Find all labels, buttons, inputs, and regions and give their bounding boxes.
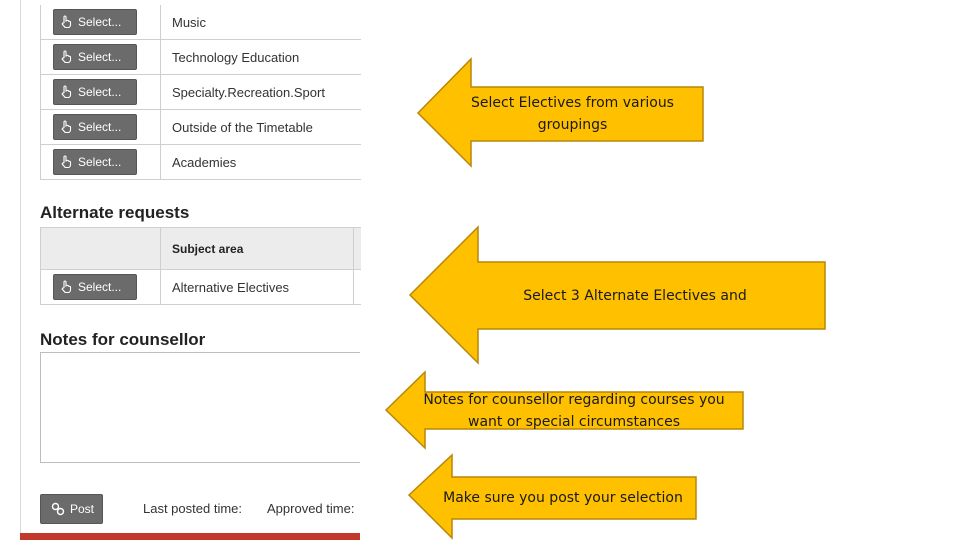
callout-text-2: Select 3 Alternate Electives and <box>523 288 747 304</box>
select-button-label: Select... <box>78 155 122 169</box>
subject-label: Specialty.Recreation.Sport <box>172 84 325 100</box>
subject-label: Music <box>172 14 206 30</box>
select-button-label: Select... <box>78 85 122 99</box>
callout-text-3: Notes for counsellor regarding courses you want or special circumstances <box>423 392 725 430</box>
alternate-requests-title: Alternate requests <box>40 203 190 222</box>
select-button-label: Select... <box>78 50 122 64</box>
select-button-label: Select... <box>78 280 122 294</box>
approved-label: Approved time: <box>267 501 355 516</box>
callout-text-1: Select Electives from various groupings <box>471 95 674 133</box>
notes-title: Notes for counsellor <box>40 330 206 349</box>
callout-text-4: Make sure you post your selection <box>443 490 683 506</box>
last-posted-label: Last posted time: <box>143 501 242 516</box>
subject-label: Academies <box>172 154 237 170</box>
select-button-label: Select... <box>78 15 122 29</box>
header-subject-area: Subject area <box>172 241 244 256</box>
subject-label: Outside of the Timetable <box>172 119 313 135</box>
subject-label: Alternative Electives <box>172 279 290 295</box>
post-button-label: Post <box>70 502 95 516</box>
subject-label: Technology Education <box>172 49 300 65</box>
select-button-label: Select... <box>78 120 122 134</box>
